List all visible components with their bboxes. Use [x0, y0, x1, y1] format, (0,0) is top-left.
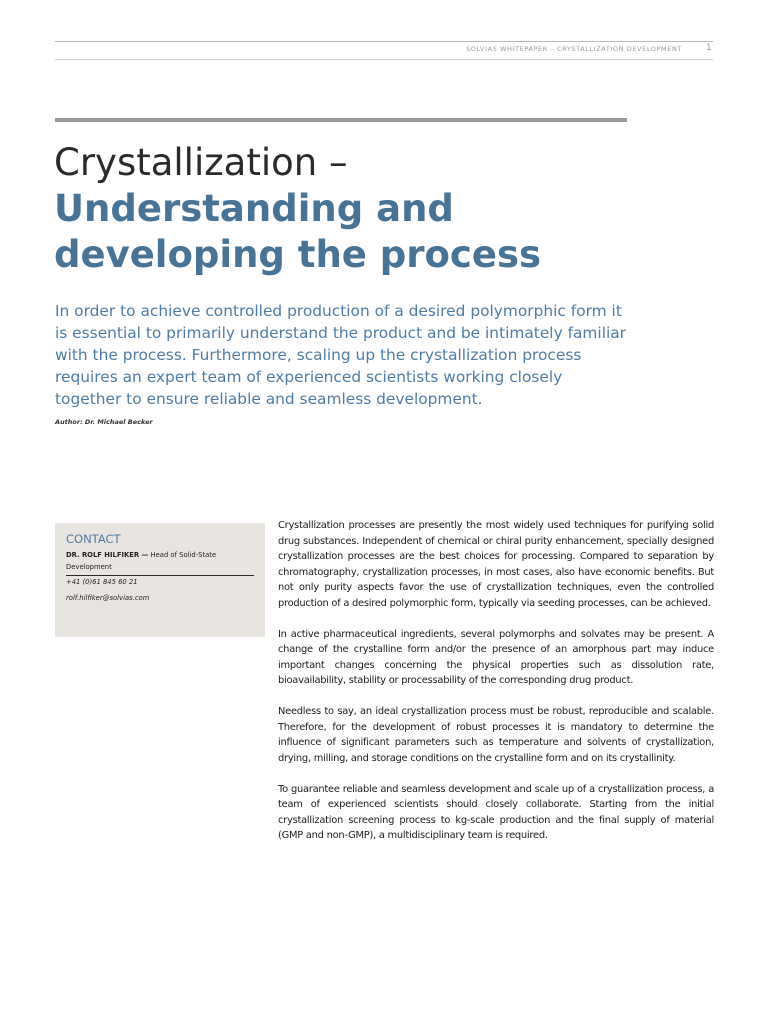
page-subtitle: Understanding and developing the process [54, 187, 541, 276]
body-paragraph: To guarantee reliable and seamless development and scale up of a crystallization process, a team of experienced scientists should closely collaborate. Starting from the initial crystallization screening process to kg-scale production and the final supply of material (GMP and non-GMP), a multidisciplinary team is required. [278, 783, 714, 841]
contact-role: Head of Solid-State Development [66, 551, 217, 571]
contact-divider [66, 575, 254, 576]
intro-paragraph: In order to achieve controlled production of a desired polymorphic form it is essential to primarily understand the product and be intimately familiar with the process. Furthermore, scaling up the crystallization process requires an expert team of experienced scientists working closely together to ensure reliable and seamless development. [55, 302, 627, 408]
title-rule [55, 118, 627, 122]
contact-person: DR. ROLF HILFIKER — [66, 551, 149, 559]
body-paragraph: In active pharmaceutical ingredients, several polymorphs and solvates may be present. A change of the crystalline form and/or the presence of an amorphous part may induce important changes concerning the physical properties such as dissolution rate, bioavailability, stability or processability of the corresponding drug product. [278, 628, 714, 686]
contact-name [66, 549, 256, 573]
page-title: Crystallization – [54, 141, 348, 184]
contact-heading: CONTACT [66, 532, 121, 546]
running-header: SOLVIAS WHITEPAPER – CRYSTALLIZATION DEVELOPMENT [466, 45, 682, 53]
body-paragraph: Needless to say, an ideal crystallization process must be robust, reproducible and scalable. Therefore, for the development of robust processes it is mandatory to determine the influence of significant parameters such as temperature and solvents of crystallization, drying, milling, and storage conditions on the crystalline form and on its crystallinity. [278, 706, 714, 764]
contact-email[interactable]: rolf.hilfiker@solvias.com [66, 594, 150, 602]
contact-box [55, 523, 265, 637]
page-number: 1 [706, 43, 712, 53]
contact-phone: +41 (0)61 845 60 21 [66, 578, 138, 586]
body-paragraph: Crystallization processes are presently the most widely used techniques for purifying solid drug substances. Independent of chemical or chiral purity enhancement, specially designed crystallization processes are the best choices for processing. Compared to separation by chromatography, crystallization processes, in most cases, also have economic benefits. But not only purity aspects favor the use of crystallization techniques, even the controlled production of a desired polymorphic form, typically via seeding processes, can be achieved. [278, 520, 714, 609]
body-text [278, 518, 714, 859]
author-line: Author: Dr. Michael Becker [55, 418, 153, 426]
header-rule-bottom [55, 59, 713, 60]
header-rule [55, 41, 713, 42]
